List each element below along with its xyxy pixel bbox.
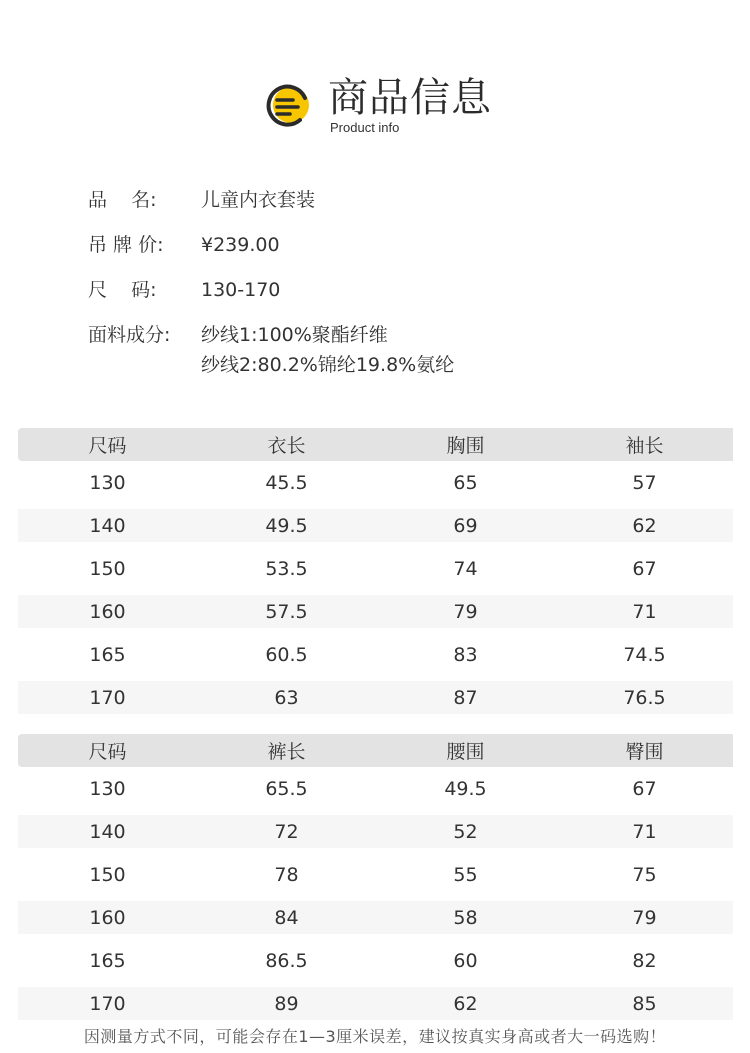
table-row [18, 939, 733, 982]
table-cell: 76.5 [623, 686, 666, 709]
table-cell: 62 [453, 992, 478, 1015]
document-list-icon [264, 84, 314, 130]
table-row [18, 987, 733, 1020]
table-row [18, 509, 733, 542]
table-cell: 57.5 [265, 600, 308, 623]
info-row-fabric [88, 320, 708, 380]
info-label: 尺 码: [88, 279, 157, 301]
table-cell: 86.5 [265, 949, 308, 972]
table-cell: 60.5 [265, 643, 308, 666]
table-cell: 165 [89, 949, 126, 972]
table-row [18, 633, 733, 676]
table-cell: 85 [632, 992, 657, 1015]
table-cell: 79 [453, 600, 478, 623]
table-cell: 170 [89, 992, 126, 1015]
info-value-line: 儿童内衣套装 [201, 189, 316, 211]
table-cell: 62 [632, 514, 657, 537]
page-subtitle: Product info [330, 120, 400, 135]
table-header-cell: 尺码 [88, 435, 127, 457]
table-cell: 72 [274, 820, 299, 843]
table-cell: 84 [274, 906, 299, 929]
table-row [18, 461, 733, 504]
table-row [18, 547, 733, 590]
table-row [18, 853, 733, 896]
product-info [88, 185, 708, 380]
table-cell: 130 [89, 777, 126, 800]
info-value [201, 185, 708, 230]
table-cell: 140 [89, 820, 126, 843]
table-cell: 78 [274, 863, 299, 886]
table-cell: 79 [632, 906, 657, 929]
measurement-note: 因测量方式不同，可能会存在1—3厘米误差，建议按真实身高或者大一码选购！ [83, 1027, 667, 1046]
info-row-name [88, 185, 708, 230]
table-cell: 69 [453, 514, 478, 537]
info-value-line: 纱线2:80.2%锦纶19.8%氨纶 [201, 354, 455, 376]
table-cell: 52 [453, 820, 478, 843]
info-row-size [88, 275, 708, 320]
table-cell: 74 [453, 557, 478, 580]
table-cell: 65.5 [265, 777, 308, 800]
table-cell: 170 [89, 686, 126, 709]
table-header-cell: 胸围 [446, 435, 485, 457]
table-cell: 83 [453, 643, 478, 666]
table-header-cell: 裤长 [267, 741, 306, 763]
table-cell: 75 [632, 863, 657, 886]
page-header [0, 0, 750, 160]
table-cell: 49.5 [444, 777, 487, 800]
info-label: 吊 牌 价: [88, 234, 164, 256]
table-cell: 63 [274, 686, 299, 709]
size-tables [18, 428, 733, 1025]
page-title: 商品信息 [328, 75, 492, 121]
table-header-cell: 衣长 [267, 435, 306, 457]
table-row [18, 595, 733, 628]
table-cell: 150 [89, 557, 126, 580]
table-cell: 49.5 [265, 514, 308, 537]
info-label: 面料成分: [88, 324, 171, 346]
table-cell: 160 [89, 906, 126, 929]
info-row-price [88, 230, 708, 275]
table-cell: 60 [453, 949, 478, 972]
table-cell: 160 [89, 600, 126, 623]
info-value [201, 275, 708, 320]
table-header-cell: 臀围 [625, 741, 664, 763]
table-header-cell: 腰围 [446, 741, 485, 763]
table-cell: 150 [89, 863, 126, 886]
table-cell: 67 [632, 777, 657, 800]
table-cell: 89 [274, 992, 299, 1015]
table-cell: 130 [89, 471, 126, 494]
table-header-cell: 袖长 [625, 435, 664, 457]
table-row [18, 815, 733, 848]
table-cell: 67 [632, 557, 657, 580]
table-cell: 140 [89, 514, 126, 537]
info-value-line: 纱线1:100%聚酯纤维 [201, 324, 388, 346]
table-cell: 87 [453, 686, 478, 709]
info-value-line: ¥239.00 [201, 234, 280, 256]
table-row [18, 767, 733, 810]
info-label: 品 名: [88, 189, 157, 211]
table-row [18, 681, 733, 714]
info-value [201, 230, 708, 275]
table-cell: 53.5 [265, 557, 308, 580]
top-size-table [18, 428, 733, 714]
table-cell: 82 [632, 949, 657, 972]
info-value-line: 130-170 [201, 279, 281, 301]
table-cell: 74.5 [623, 643, 666, 666]
table-cell: 71 [632, 600, 657, 623]
table-cell: 165 [89, 643, 126, 666]
table-header-row [18, 428, 733, 461]
table-cell: 65 [453, 471, 478, 494]
table-cell: 45.5 [265, 471, 308, 494]
table-cell: 55 [453, 863, 478, 886]
table-cell: 71 [632, 820, 657, 843]
table-row [18, 901, 733, 934]
table-cell: 58 [453, 906, 478, 929]
info-value [201, 320, 708, 380]
bottom-size-table [18, 734, 733, 1020]
table-header-row [18, 734, 733, 767]
table-header-cell: 尺码 [88, 741, 127, 763]
table-cell: 57 [632, 471, 657, 494]
